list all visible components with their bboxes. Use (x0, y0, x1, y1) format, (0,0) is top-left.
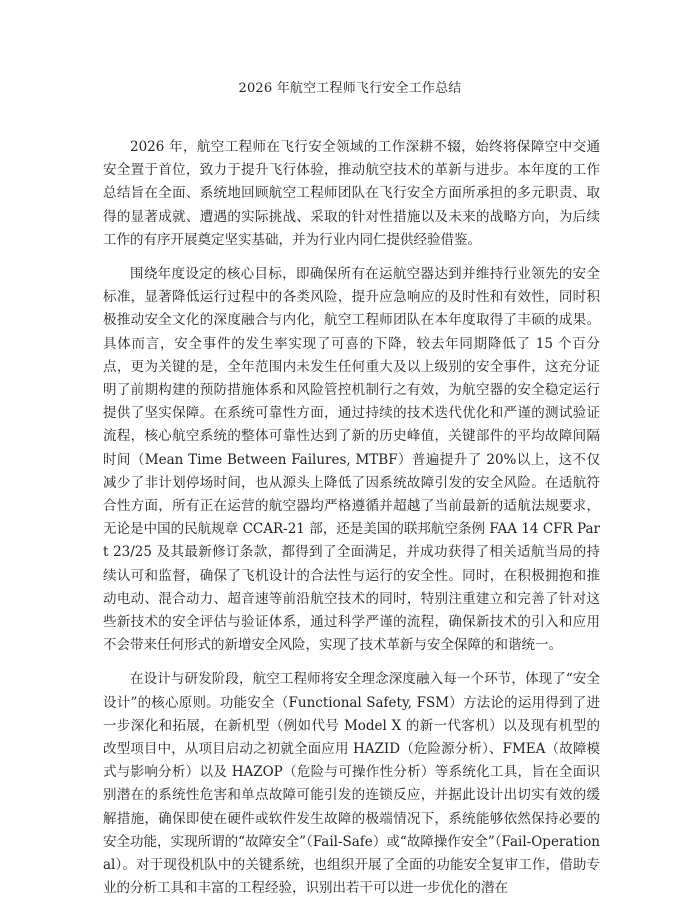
paragraph-achievements: 围绕年度设定的核心目标，即确保所有在运航空器达到并维持行业领先的安全标准，显著降低运行过程中的各类风险，提升应急响应的及时性和有效性，同时积极推动安全文化的深度融合与内化，航空工程师团队在本年度取得了丰硕的成果。具体而言，安全事件的发生率实现了可喜的下降，较去年同期降低了 15 个百分点，更为关键的是，全年范围内未发生任何重大及以上级别的安全事件，这充分证明了前期构建的预防措施体系和风险管控机制行之有效，为航空器的安全稳定运行提供了坚实保障。在系统可靠性方面，通过持续的技术迭代优化和严谨的测试验证流程，核心航空系统的整体可靠性达到了新的历史峰值，关键部件的平均故障间隔时间（Mean Time Between Failures, MTBF）普遍提升了 20%以上，这不仅减少了非计划停场时间，也从源头上降低了因系统故障引发的安全风险。在适航符合性方面，所有正在运营的航空器均严格遵循并超越了当前最新的适航法规要求，无论是中国的民航规章 CCAR-21 部，还是美国的联邦航空条例 FAA 14 CFR Part 23/25 及其最新修订条款，都得到了全面满足，并成功获得了相关适航当局的持续认可和监督，确保了飞机设计的合法性与运行的安全性。同时，在积极拥抱和推动电动、混合动力、超音速等前沿航空技术的同时，特别注重建立和完善了针对这些新技术的安全评估与验证体系，通过科学严谨的流程，确保新技术的引入和应用不会带来任何形式的新增安全风险，实现了技术革新与安全保障的和谐统一。 (103, 266, 600, 654)
paragraph-design: 在设计与研发阶段，航空工程师将安全理念深度融入每一个环节，体现了“安全设计”的核心原则。功能安全（Functional Safety, FSM）方法论的运用得到了进一步深化和拓展，在新机型（例如代号 Model X 的新一代客机）以及现有机型的改型项目中，从项目启动之初就全面应用 HAZID（危险源分析）、FMEA（故障模式与影响分析）以及 HAZOP（危险与可操作性分析）等系统化工具，旨在全面识别潜在的系统性危害和单点故障可能引发的连锁反应，并据此设计出切实有效的缓解措施，确保即使在硬件或软件发生故障的极端情况下，系统能够依然保持必要的安全功能，实现所谓的“故障安全”（Fail-Safe）或“故障操作安全”（Fail-Operational）。对于现役机队中的关键系统，也组织开展了全面的功能安全复审工作，借助专业的分析工具和丰富的工程经验，识别出若干可以进一步优化的潜在 (103, 671, 600, 897)
document-title: 2026 年航空工程师飞行安全工作总结 (238, 81, 462, 96)
document-body (103, 136, 600, 912)
paragraph-intro: 2026 年，航空工程师在飞行安全领域的工作深耕不辍，始终将保障空中交通安全置于首位，致力于提升飞行体验，推动航空技术的革新与进步。本年度的工作总结旨在全面、系统地回顾航空工程师团队在飞行安全方面所承担的多元职责、取得的显著成就、遭遇的实际挑战、采取的针对性措施以及未来的战略方向，为后续工作的有序开展奠定坚实基础，并为行业内同仁提供经验借鉴。 (103, 139, 600, 248)
